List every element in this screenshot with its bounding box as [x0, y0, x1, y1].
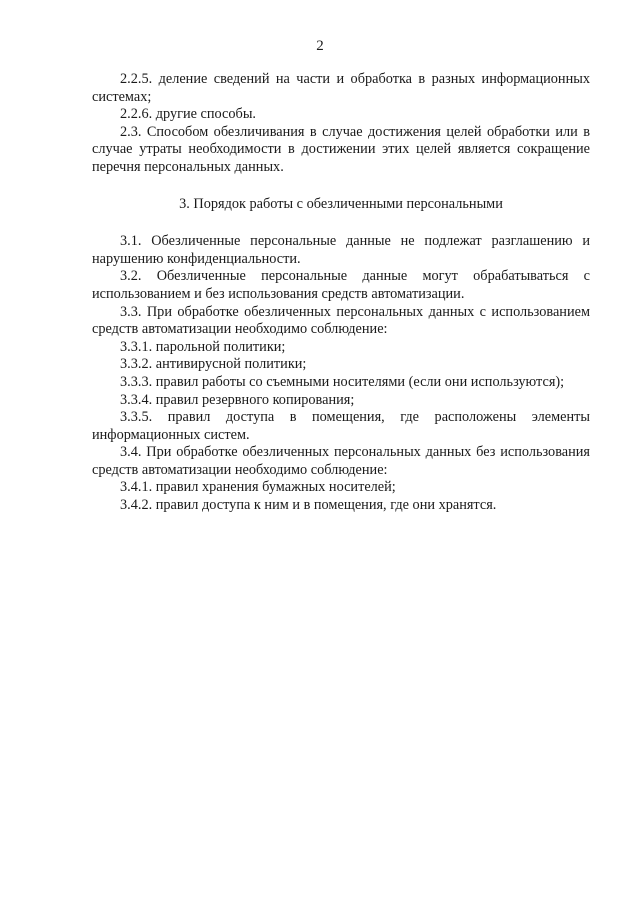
paragraph-3-3-3: 3.3.3. правил работы со съемными носителями (если они используются); [120, 373, 565, 390]
paragraph-3-3-5: 3.3.5. правил доступа в помещения, где расположены элементы информационных систем. [92, 409, 590, 443]
paragraph-3-1: 3.1. Обезличенные персональные данные не подлежат разглашению и нарушению конфиденциальности. [92, 233, 590, 267]
paragraph-3-4-1: 3.4.1. правил хранения бумажных носителей; [120, 479, 396, 496]
section-3-heading: 3. Порядок работы с обезличенными персональными [179, 195, 503, 212]
paragraph-3-3-4: 3.3.4. правил резервного копирования; [120, 391, 355, 408]
page-number: 2 [316, 38, 324, 54]
paragraph-3-3: 3.3. При обработке обезличенных персональных данных с использованием средств автоматизации необходимо соблюдение: [92, 303, 590, 338]
paragraph-3-2: 3.2. Обезличенные персональные данные могут обрабатываться с использованием и без использования средств автоматизации. [92, 268, 590, 302]
document-body [92, 71, 590, 515]
paragraph-3-3-2: 3.3.2. антивирусной политики; [120, 356, 307, 373]
paragraph-3-4: 3.4. При обработке обезличенных персональных данных без использования средств автоматизации необходимо соблюдение: [92, 444, 590, 478]
paragraph-3-4-2: 3.4.2. правил доступа к ним и в помещения, где они хранятся. [120, 497, 497, 514]
paragraph-2-3: 2.3. Способом обезличивания в случае достижения целей обработки или в случае утраты необходимости в достижении этих целей является сокращение перечня персональных данных. [92, 123, 590, 175]
paragraph-2-2-5: 2.2.5. деление сведений на части и обработка в разных информационных системах; [92, 71, 590, 105]
paragraph-2-2-6: 2.2.6. другие способы. [120, 106, 257, 123]
paragraph-3-3-1: 3.3.1. парольной политики; [120, 338, 286, 355]
